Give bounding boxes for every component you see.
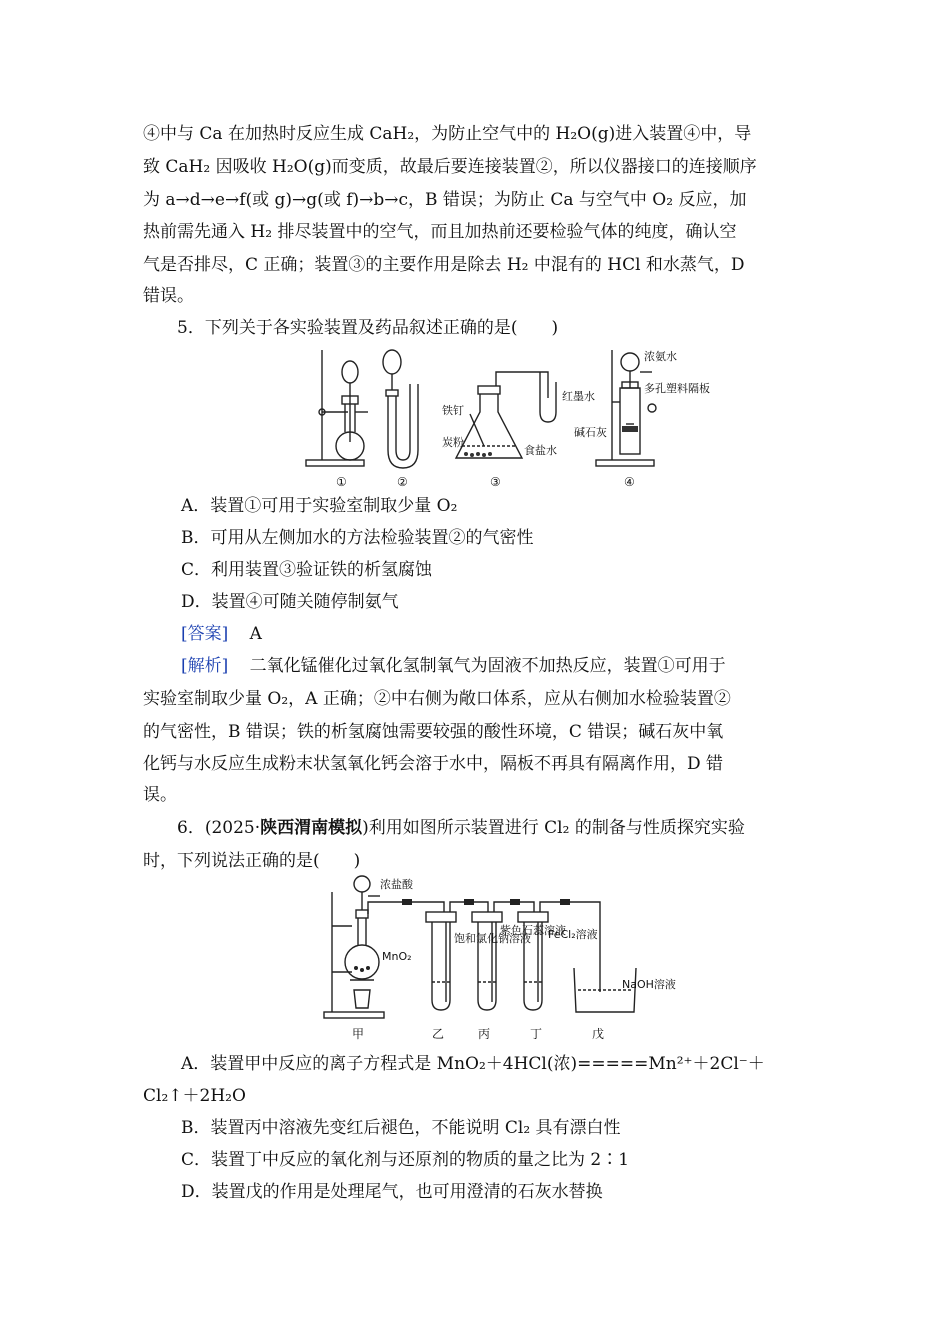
- q5-analysis-line-4: 化钙与水反应生成粉末状氢氧化钙会溶于水中，隔板不再具有隔离作用，D 错: [143, 754, 724, 774]
- analysis-text-1: 二氧化锰催化过氧化氢制氧气为固液不加热反应，装置①可用于: [249, 656, 726, 676]
- q5-option-a: A．装置①可用于实验室制取少量 O₂: [181, 496, 458, 516]
- fig5-red-ink: 红墨水: [562, 390, 595, 403]
- fig6-label-ding: 丁: [530, 1027, 543, 1041]
- fig6-conc-hcl: 浓盐酸: [380, 878, 413, 891]
- fig5-iron-nail: 铁钉: [442, 404, 464, 417]
- q6-option-d: D．装置戊的作用是处理尾气，也可用澄清的石灰水替换: [181, 1182, 603, 1202]
- fig6-sat-nacl: 饱和氯化钠溶液: [454, 932, 531, 945]
- fig6-label-bing: 丙: [478, 1027, 491, 1041]
- q5-analysis-line-5: 误。: [143, 785, 177, 805]
- q6-apparatus-figure: [322, 872, 682, 1044]
- answer-value: A: [249, 624, 262, 644]
- q6-stem-line-1: [143, 812, 807, 844]
- fig5-soda-lime: 碱石灰: [574, 426, 607, 439]
- fig6-label-jia: 甲: [352, 1027, 365, 1041]
- q5-analysis-line-2: 实验室制取少量 O₂，A 正确；②中右侧为敞口体系，应从右侧加水检验装置②: [143, 689, 731, 709]
- analysis-tag: [解析]: [181, 656, 229, 676]
- fig5-label-1: ①: [336, 475, 347, 489]
- q5-stem: 5．下列关于各实验装置及药品叙述正确的是( ): [177, 318, 559, 338]
- intro-line-2: 致 CaH₂ 因吸收 H₂O(g)而变质，故最后要连接装置②，所以仪器接口的连接顺序: [143, 157, 757, 177]
- fig6-mno2: MnO₂: [382, 950, 412, 963]
- intro-line-4: 热前需先通入 H₂ 排尽装置中的空气，而且加热前还要检验气体的纯度，确认空: [143, 222, 737, 242]
- answer-tag: [答案]: [181, 624, 229, 644]
- intro-line-1: ④中与 Ca 在加热时反应生成 CaH₂，为防止空气中的 H₂O(g)进入装置④中，导: [143, 124, 752, 144]
- fig5-carbon-powder: 炭粉: [442, 436, 464, 449]
- q6-stem-text: )利用如图所示装置进行 Cl₂ 的制备与性质探究实验: [362, 818, 745, 838]
- fig5-salt-water: 食盐水: [524, 444, 557, 457]
- q6-number: 6．(2025·: [177, 818, 261, 838]
- q6-option-a-cont: Cl₂↑＋2H₂O: [143, 1086, 246, 1106]
- fig6-label-wu: 戊: [592, 1027, 605, 1041]
- q6-source: 陕西渭南模拟: [260, 818, 363, 838]
- q5-option-b: B．可用从左侧加水的方法检验装置②的气密性: [181, 528, 534, 548]
- q5-option-d: D．装置④可随关随停制氨气: [181, 592, 399, 612]
- fig5-label-2: ②: [397, 475, 408, 489]
- intro-line-3: 为 a→d→e→f(或 g)→g(或 f)→b→c，B 错误；为防止 Ca 与空气中 O₂ 反应，加: [143, 190, 747, 210]
- fig6-label-yi: 乙: [432, 1027, 445, 1041]
- fig5-conc-ammonia: 浓氨水: [644, 350, 677, 363]
- q6-stem-line-2: 时，下列说法正确的是( ): [143, 851, 361, 871]
- q5-option-c: C．利用装置③验证铁的析氢腐蚀: [181, 560, 433, 580]
- intro-line-6: 错误。: [143, 286, 194, 306]
- fig6-litmus: 紫色石蕊溶液: [500, 924, 566, 937]
- q6-option-b: B．装置丙中溶液先变红后褪色，不能说明 Cl₂ 具有漂白性: [181, 1118, 621, 1138]
- q6-option-c: C．装置丁中反应的氧化剂与还原剂的物质的量之比为 2∶1: [181, 1150, 630, 1170]
- q5-apparatus-figure: [300, 342, 710, 490]
- fig6-fecl2: FeCl₂溶液: [548, 928, 598, 941]
- fig5-porous-plate: 多孔塑料隔板: [644, 382, 710, 395]
- intro-line-5: 气是否排尽，C 正确；装置③的主要作用是除去 H₂ 中混有的 HCl 和水蒸气，D: [143, 255, 745, 275]
- q6-option-a: A．装置甲中反应的离子方程式是 MnO₂＋4HCl(浓)=====Mn²⁺＋2Cl⁻＋: [181, 1054, 765, 1074]
- fig5-label-4: ④: [624, 475, 635, 489]
- q5-analysis-line-1: [181, 650, 807, 682]
- q5-answer: [181, 618, 262, 650]
- q5-analysis-line-3: 的气密性，B 错误；铁的析氢腐蚀需要较强的酸性环境，C 错误；碱石灰中氧: [143, 722, 724, 742]
- fig5-label-3: ③: [490, 475, 501, 489]
- fig6-naoh: NaOH溶液: [622, 978, 676, 991]
